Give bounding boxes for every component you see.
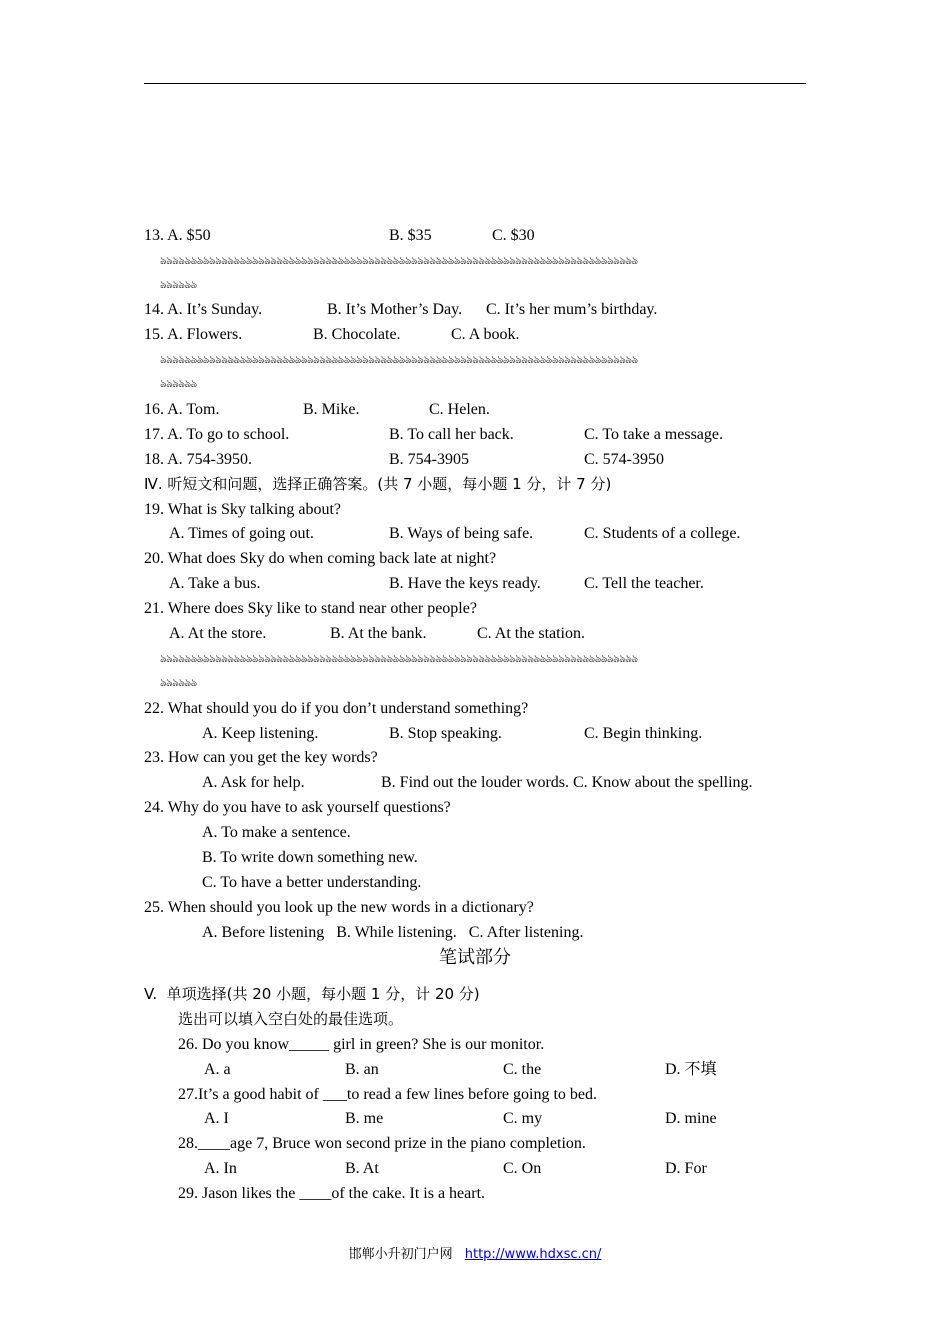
question-24-text: 24. Why do you have to ask yourself questions? bbox=[144, 799, 451, 816]
decorative-divider-tail: ঌঌঌঌঌঌ bbox=[160, 677, 197, 689]
question-23-text: 23. How can you get the key words? bbox=[144, 749, 378, 766]
option-a: A. a bbox=[204, 1061, 231, 1078]
option-b: B. To write down something new. bbox=[202, 849, 418, 866]
question-22-options bbox=[202, 723, 802, 745]
option-a: A. I bbox=[204, 1110, 229, 1127]
option-b: B. At the bank. bbox=[330, 625, 427, 642]
question-21-options bbox=[169, 623, 809, 645]
decorative-divider-tail: ঌঌঌঌঌঌ bbox=[160, 378, 197, 390]
option-b: B. Have the keys ready. bbox=[389, 575, 541, 592]
question-14 bbox=[144, 299, 804, 321]
option-c: C. At the station. bbox=[477, 625, 585, 642]
option-b: B. Stop speaking. bbox=[389, 725, 502, 742]
page-footer bbox=[0, 1246, 950, 1264]
option-a: 18. A. 754-3950. bbox=[144, 451, 252, 468]
option-c: C. Begin thinking. bbox=[584, 725, 703, 742]
option-c: C. A book. bbox=[451, 326, 520, 343]
option-b: B. It’s Mother’s Day. bbox=[327, 301, 463, 318]
option-a: A. To make a sentence. bbox=[202, 824, 351, 841]
section-4-heading: Ⅳ. 听短文和问题，选择正确答案。(共 7 小题，每小题 1 分，计 7 分) bbox=[144, 475, 612, 493]
question-28-options bbox=[204, 1158, 764, 1180]
option-c: C. 574-3950 bbox=[584, 451, 664, 468]
option-c: C. $30 bbox=[492, 227, 535, 244]
section-5-heading: V. 单项选择(共 20 小题，每小题 1 分，计 20 分) bbox=[144, 985, 480, 1003]
decorative-divider-tail: ঌঌঌঌঌঌ bbox=[160, 279, 197, 291]
option-b: B. Mike. bbox=[303, 401, 360, 418]
option-b: B. To call her back. bbox=[389, 426, 514, 443]
option-b: B. Ways of being safe. bbox=[389, 525, 534, 542]
option-b: B. me bbox=[345, 1110, 384, 1127]
written-part-title: 笔试部分 bbox=[439, 947, 511, 968]
option-c: C. Students of a college. bbox=[584, 525, 741, 542]
option-c: C. To take a message. bbox=[584, 426, 723, 443]
question-16 bbox=[144, 399, 804, 421]
question-20-options bbox=[169, 573, 809, 595]
option-a: 13. A. $50 bbox=[144, 227, 211, 244]
question-25-text: 25. When should you look up the new words in a dictionary? bbox=[144, 899, 534, 916]
option-b: B. At bbox=[345, 1160, 379, 1177]
question-27-text: 27.It’s a good habit of ___to read a few lines before going to bed. bbox=[178, 1086, 597, 1103]
option-c: C. Helen. bbox=[429, 401, 490, 418]
question-29-text: 29. Jason likes the ____of the cake. It is a heart. bbox=[178, 1185, 486, 1202]
question-27-options bbox=[204, 1108, 764, 1130]
question-21-text: 21. Where does Sky like to stand near other people? bbox=[144, 600, 477, 617]
option-b-c: B. Find out the louder words. C. Know about the spelling. bbox=[381, 774, 753, 791]
question-22-text: 22. What should you do if you don’t understand something? bbox=[144, 700, 529, 717]
question-25-options: A. Before listening B. While listening. C. After listening. bbox=[202, 924, 584, 941]
header-rule bbox=[144, 83, 806, 84]
decorative-divider: ঌঌঌঌঌঌঌঌঌঌঌঌঌঌঌঌঌঌঌঌঌঌঌঌঌঌঌঌঌঌঌঌঌঌঌঌঌঌঌঌঌঌঌঌঌঌঌঌঌঌঌঌঌঌঌঌঌঌঌঌঌঌঌঌঌঌঌঌঌঌঌঌঌঌঌঌঌঌ bbox=[160, 255, 638, 267]
option-a: A. Keep listening. bbox=[202, 725, 319, 742]
question-17 bbox=[144, 424, 804, 446]
option-c: C. my bbox=[503, 1110, 543, 1127]
option-c: C. To have a better understanding. bbox=[202, 874, 422, 891]
question-23-options bbox=[202, 772, 802, 794]
option-c: C. It’s her mum’s birthday. bbox=[486, 301, 658, 318]
option-b: B. $35 bbox=[389, 227, 432, 244]
question-26-options bbox=[204, 1059, 764, 1081]
option-a: A. At the store. bbox=[169, 625, 267, 642]
option-b: B. 754-3905 bbox=[389, 451, 469, 468]
option-c: C. On bbox=[503, 1160, 542, 1177]
option-a: A. Ask for help. bbox=[202, 774, 305, 791]
question-26-text: 26. Do you know_____ girl in green? She is our monitor. bbox=[178, 1036, 545, 1053]
decorative-divider: ঌঌঌঌঌঌঌঌঌঌঌঌঌঌঌঌঌঌঌঌঌঌঌঌঌঌঌঌঌঌঌঌঌঌঌঌঌঌঌঌঌঌঌঌঌঌঌঌঌঌঌঌঌঌঌঌঌঌঌঌঌঌঌঌঌঌঌঌঌঌঌঌঌঌঌঌঌঌ bbox=[160, 653, 638, 665]
section-5-instruction: 选出可以填入空白处的最佳选项。 bbox=[178, 1010, 404, 1028]
question-13 bbox=[144, 225, 804, 247]
option-d: D. 不填 bbox=[665, 1061, 717, 1078]
option-a: A. Take a bus. bbox=[169, 575, 261, 592]
question-28-text: 28.____age 7, Bruce won second prize in the piano completion. bbox=[178, 1135, 586, 1152]
option-b: B. an bbox=[345, 1061, 379, 1078]
question-20-text: 20. What does Sky do when coming back late at night? bbox=[144, 550, 497, 567]
option-a: 15. A. Flowers. bbox=[144, 326, 243, 343]
footer-site-name: 邯郸小升初门户网 bbox=[348, 1247, 453, 1262]
option-d: D. For bbox=[665, 1160, 707, 1177]
option-a: 17. A. To go to school. bbox=[144, 426, 290, 443]
decorative-divider: ঌঌঌঌঌঌঌঌঌঌঌঌঌঌঌঌঌঌঌঌঌঌঌঌঌঌঌঌঌঌঌঌঌঌঌঌঌঌঌঌঌঌঌঌঌঌঌঌঌঌঌঌঌঌঌঌঌঌঌঌঌঌঌঌঌঌঌঌঌঌঌঌঌঌঌঌঌঌ bbox=[160, 354, 638, 366]
option-c: C. Tell the teacher. bbox=[584, 575, 704, 592]
option-d: D. mine bbox=[665, 1110, 717, 1127]
option-c: C. the bbox=[503, 1061, 542, 1078]
option-b: B. Chocolate. bbox=[313, 326, 401, 343]
option-a: 16. A. Tom. bbox=[144, 401, 220, 418]
option-a: A. Times of going out. bbox=[169, 525, 314, 542]
option-a: A. In bbox=[204, 1160, 237, 1177]
question-19-text: 19. What is Sky talking about? bbox=[144, 501, 342, 518]
option-a: 14. A. It’s Sunday. bbox=[144, 301, 263, 318]
question-19-options bbox=[169, 523, 809, 545]
question-18 bbox=[144, 449, 804, 471]
footer-link[interactable]: http://www.hdxsc.cn/ bbox=[464, 1247, 602, 1262]
question-15 bbox=[144, 324, 804, 346]
